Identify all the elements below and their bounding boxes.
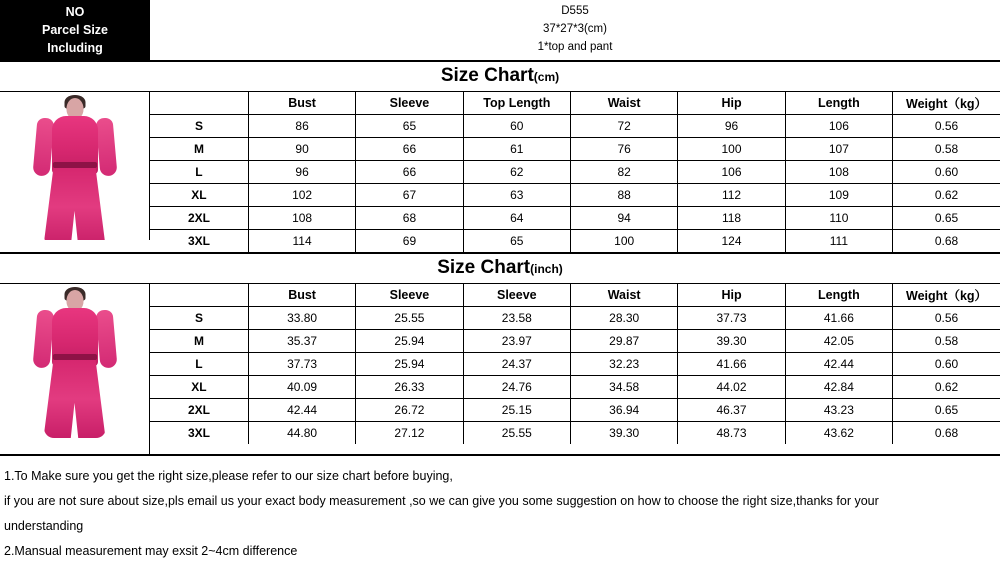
cell-size: L [150,161,248,184]
cell-weight: 0.58 [893,330,1000,353]
table-row [150,330,1000,353]
cell-weight: 0.65 [893,207,1000,230]
cell-sleeve: 68 [356,207,463,230]
col-header-length: Length [785,284,892,307]
cell-bust: 114 [248,230,355,253]
cell-weight: 0.68 [893,230,1000,253]
cell-weight: 0.62 [893,184,1000,207]
cell-weight: 0.60 [893,161,1000,184]
cell-hip: 112 [678,184,785,207]
cell-size: 2XL [150,207,248,230]
size-chart-inch-unit: (inch) [530,262,563,276]
cell-weight: 0.56 [893,115,1000,138]
cell-hip: 96 [678,115,785,138]
header-left-line-3: Including [47,41,103,56]
col-header-sleeve: Sleeve [356,284,463,307]
cell-waist: 32.23 [570,353,677,376]
table-row [150,376,1000,399]
cell-length: 42.44 [785,353,892,376]
col-header-weight: Weight（kg） [893,284,1000,307]
package-contents: 1*top and pant [537,40,613,53]
table-row [150,399,1000,422]
parcel-info-label [0,0,150,60]
cell-size: L [150,353,248,376]
cell-hip: 106 [678,161,785,184]
note-line-3: understanding [4,519,84,533]
cell-waist: 29.87 [570,330,677,353]
cell-bust: 40.09 [248,376,355,399]
cell-waist: 100 [570,230,677,253]
cell-top-length: 64 [463,207,570,230]
parcel-size-value: 37*27*3(cm) [543,23,607,36]
cell-hip: 48.73 [678,422,785,445]
cell-length: 43.62 [785,422,892,445]
cell-size: 3XL [150,422,248,445]
cell-size: XL [150,376,248,399]
cell-sleeve: 26.72 [356,399,463,422]
size-chart-cm-block [0,92,1000,254]
size-chart-cm-title-text: Size Chart [440,65,534,86]
cell-length: 107 [785,138,892,161]
cell-waist: 88 [570,184,677,207]
col-header-length: Length [785,92,892,115]
cell-bust: 96 [248,161,355,184]
model-illustration [0,284,149,454]
cell-bust: 90 [248,138,355,161]
cell-hip: 124 [678,230,785,253]
col-header-size [150,284,248,307]
col-header-bust: Bust [248,92,355,115]
cell-bust: 37.73 [248,353,355,376]
cell-hip: 100 [678,138,785,161]
cell-weight: 0.68 [893,422,1000,445]
table-row [150,207,1000,230]
size-chart-cm-title [0,62,1000,92]
col-header-weight: Weight（kg） [893,92,1000,115]
cell-weight: 0.58 [893,138,1000,161]
table-row [150,115,1000,138]
size-chart-inch-block [0,284,1000,456]
notes-section [0,456,1000,568]
cell-sleeve-2: 23.97 [463,330,570,353]
cell-bust: 35.37 [248,330,355,353]
cell-bust: 33.80 [248,307,355,330]
cell-waist: 76 [570,138,677,161]
cell-sleeve: 66 [356,138,463,161]
product-image-inch [0,284,150,454]
col-header-size [150,92,248,115]
cell-sleeve: 67 [356,184,463,207]
cell-weight: 0.60 [893,353,1000,376]
header-strip [0,0,1000,62]
cell-length: 43.23 [785,399,892,422]
cell-size: 3XL [150,230,248,253]
cell-length: 109 [785,184,892,207]
model-pants [44,360,106,438]
cell-sleeve: 26.33 [356,376,463,399]
cell-length: 106 [785,115,892,138]
table-row [150,353,1000,376]
size-table-cm [150,92,1000,252]
model-right-sleeve [95,117,117,176]
cell-sleeve-2: 24.37 [463,353,570,376]
size-chart-inch-title [0,254,1000,284]
product-code: D555 [561,5,589,18]
cell-waist: 34.58 [570,376,677,399]
cell-sleeve-2: 23.58 [463,307,570,330]
cell-size: S [150,307,248,330]
table-row [150,138,1000,161]
cell-length: 41.66 [785,307,892,330]
size-chart-inch-title-text: Size Chart [437,257,531,278]
cell-bust: 42.44 [248,399,355,422]
cell-hip: 41.66 [678,353,785,376]
table-row [150,307,1000,330]
col-header-bust: Bust [248,284,355,307]
table-row [150,161,1000,184]
cell-top-length: 61 [463,138,570,161]
col-header-hip: Hip [678,92,785,115]
col-header-waist: Waist [570,284,677,307]
cell-bust: 102 [248,184,355,207]
cell-sleeve: 69 [356,230,463,253]
cell-size: M [150,330,248,353]
product-image-cm [0,92,150,240]
header-left-line-1: NO [65,4,85,19]
cell-weight: 0.56 [893,307,1000,330]
note-line-1: 1.To Make sure you get the right size,please refer to our size chart before buying, [4,469,453,483]
cell-waist: 72 [570,115,677,138]
cell-top-length: 62 [463,161,570,184]
cell-length: 42.05 [785,330,892,353]
col-header-hip: Hip [678,284,785,307]
table-row [150,422,1000,445]
col-header-sleeve-2: Sleeve [463,284,570,307]
table-row [150,230,1000,253]
cell-hip: 39.30 [678,330,785,353]
size-table-cm-container [150,92,1000,252]
note-line-2: if you are not sure about size,pls email us your exact body measurement ,so we can give you some suggestion on how to choose the right size,thanks for your [4,494,879,508]
cell-waist: 82 [570,161,677,184]
model-belt [53,354,97,360]
table-header-row [150,284,1000,307]
cell-top-length: 65 [463,230,570,253]
parcel-info-values [150,0,1000,60]
table-row [150,184,1000,207]
cell-length: 42.84 [785,376,892,399]
cell-waist: 39.30 [570,422,677,445]
cell-hip: 46.37 [678,399,785,422]
cell-sleeve: 66 [356,161,463,184]
col-header-top-length: Top Length [463,92,570,115]
cell-weight: 0.62 [893,376,1000,399]
cell-size: 2XL [150,399,248,422]
cell-sleeve: 25.55 [356,307,463,330]
cell-length: 110 [785,207,892,230]
cell-bust: 86 [248,115,355,138]
size-table-inch [150,284,1000,444]
cell-hip: 118 [678,207,785,230]
cell-top-length: 63 [463,184,570,207]
cell-top-length: 60 [463,115,570,138]
cell-size: M [150,138,248,161]
note-line-4: 2.Mansual measurement may exsit 2~4cm difference [4,544,298,558]
cell-sleeve: 25.94 [356,353,463,376]
header-left-line-2: Parcel Size [41,22,108,37]
cell-length: 111 [785,230,892,253]
cell-hip: 37.73 [678,307,785,330]
model-right-sleeve [95,309,117,368]
cell-waist: 36.94 [570,399,677,422]
cell-waist: 94 [570,207,677,230]
cell-size: XL [150,184,248,207]
cell-sleeve: 27.12 [356,422,463,445]
cell-sleeve: 65 [356,115,463,138]
model-illustration [0,92,149,240]
cell-hip: 44.02 [678,376,785,399]
cell-bust: 44.80 [248,422,355,445]
cell-size: S [150,115,248,138]
cell-bust: 108 [248,207,355,230]
col-header-waist: Waist [570,92,677,115]
cell-sleeve-2: 25.55 [463,422,570,445]
cell-length: 108 [785,161,892,184]
size-chart-cm-unit: (cm) [533,70,560,84]
col-header-sleeve: Sleeve [356,92,463,115]
cell-weight: 0.65 [893,399,1000,422]
cell-sleeve-2: 24.76 [463,376,570,399]
cell-sleeve: 25.94 [356,330,463,353]
table-header-row [150,92,1000,115]
model-belt [53,162,97,168]
size-table-inch-container [150,284,1000,454]
model-pants [44,168,106,240]
cell-sleeve-2: 25.15 [463,399,570,422]
cell-waist: 28.30 [570,307,677,330]
